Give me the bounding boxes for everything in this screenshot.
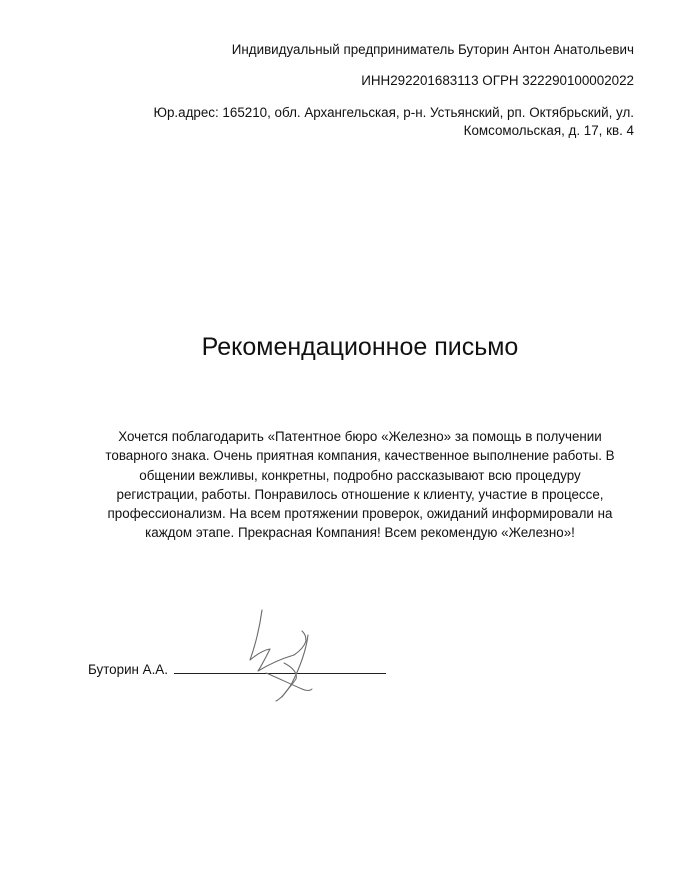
letter-title: Рекомендационное письмо [201, 333, 519, 361]
signatory-name: Буторин А.А. [88, 662, 168, 677]
body-line: каждом этапе. Прекрасная Компания! Всем рекомендую «Железно»! [145, 525, 575, 541]
body-line: общении вежливы, конкретны, подробно рассказывают всю процедуру [139, 467, 581, 483]
entrepreneur-name: Индивидуальный предприниматель Буторин Антон Анатольевич [231, 42, 634, 57]
registration-numbers: ИНН292201683113 ОГРН 322290100002022 [361, 73, 634, 88]
body-line: регистрации, работы. Понравилось отношение к клиенту, участие в процессе, [116, 486, 604, 502]
legal-address-line-2: Комсомольская, д. 17, кв. 4 [463, 123, 634, 138]
legal-address-line-1: Юр.адрес: 165210, обл. Архангельская, р-н. Устьянский, рп. Октябрьский, ул. [153, 105, 634, 120]
body-line: товарного знака. Очень приятная компания, качественное выполнение работы. В [105, 448, 615, 464]
body-line: Хочется поблагодарить «Патентное бюро «Железно» за помощь в получении [118, 429, 602, 444]
body-line: профессионализм. На всем протяжении проверок, ожиданий информировали на [107, 506, 613, 522]
letter-body [80, 427, 640, 543]
handwritten-signature [236, 605, 326, 705]
